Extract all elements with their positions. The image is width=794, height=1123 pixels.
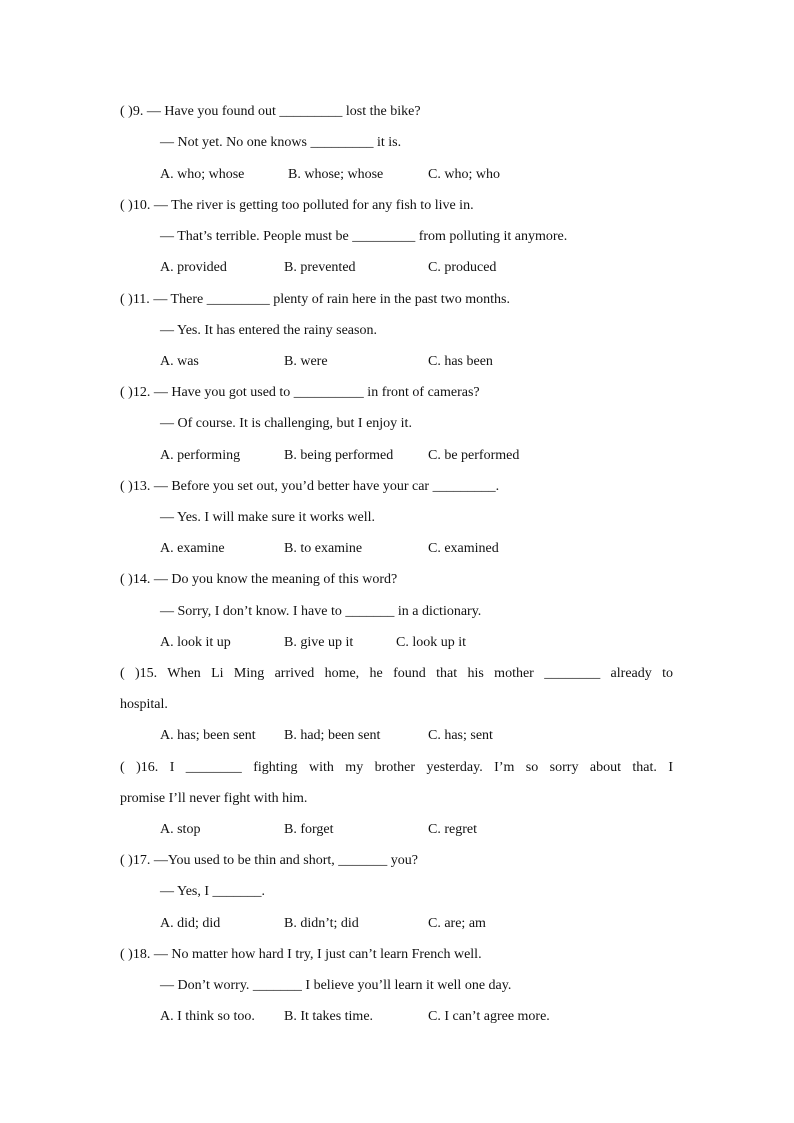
question-9-options <box>160 166 500 184</box>
question-10-reply: — That’s terrible. People must be _________ from polluting it anymore. <box>160 229 568 244</box>
question-11-options <box>160 353 493 371</box>
question-text: — The river is getting too polluted for any fish to live in. <box>153 198 474 213</box>
option-c: C. be performed <box>428 448 520 463</box>
question-18 <box>120 946 482 964</box>
option-b: B. were <box>284 354 328 369</box>
option-c: C. who; who <box>428 167 500 182</box>
question-text: When Li Ming arrived home, he found that his mother ________ already to <box>167 666 673 681</box>
question-15-continued: hospital. <box>120 697 168 712</box>
answer-blank[interactable]: ( )15. <box>120 666 158 681</box>
question-12-options <box>160 447 519 465</box>
answer-blank[interactable]: ( )12. <box>120 385 151 400</box>
option-a: A. I think so too. <box>160 1009 255 1024</box>
option-b: B. to examine <box>284 541 363 556</box>
question-13-options <box>160 540 499 558</box>
question-10 <box>120 197 474 215</box>
answer-blank[interactable]: ( )9. <box>120 104 144 119</box>
option-b: B. It takes time. <box>284 1009 374 1024</box>
question-text: —You used to be thin and short, _______ you? <box>153 853 419 868</box>
question-16 <box>120 759 673 777</box>
option-a: A. performing <box>160 448 241 463</box>
option-b: B. being performed <box>284 448 394 463</box>
option-a: A. provided <box>160 260 227 275</box>
option-b: B. didn’t; did <box>284 916 359 931</box>
option-b: B. give up it <box>284 635 354 650</box>
option-c: C. are; am <box>428 916 486 931</box>
option-c: C. produced <box>428 260 497 275</box>
option-a: A. did; did <box>160 916 221 931</box>
option-a: A. was <box>160 354 199 369</box>
question-11-reply: — Yes. It has entered the rainy season. <box>160 323 377 338</box>
question-text: — Do you know the meaning of this word? <box>153 572 398 587</box>
option-a: A. who; whose <box>160 167 245 182</box>
question-text: — There _________ plenty of rain here in the past two months. <box>153 292 510 307</box>
answer-blank[interactable]: ( )10. <box>120 198 151 213</box>
option-c: C. I can’t agree more. <box>428 1009 550 1024</box>
question-14-options <box>160 634 466 652</box>
question-16-continued: promise I’ll never fight with him. <box>120 791 308 806</box>
option-a: A. has; been sent <box>160 728 256 743</box>
question-16-options <box>160 821 477 839</box>
question-14 <box>120 571 397 589</box>
option-c: C. regret <box>428 822 477 837</box>
question-18-reply: — Don’t worry. _______ I believe you’ll learn it well one day. <box>160 978 512 993</box>
answer-blank[interactable]: ( )18. <box>120 947 151 962</box>
option-b: B. had; been sent <box>284 728 381 743</box>
option-b: B. forget <box>284 822 334 837</box>
option-c: C. has; sent <box>428 728 493 743</box>
question-17 <box>120 852 418 870</box>
answer-blank[interactable]: ( )17. <box>120 853 151 868</box>
answer-blank[interactable]: ( )14. <box>120 572 151 587</box>
option-c: C. has been <box>428 354 493 369</box>
answer-blank[interactable]: ( )16. <box>120 760 159 775</box>
question-17-options <box>160 915 486 933</box>
question-13-reply: — Yes. I will make sure it works well. <box>160 510 376 525</box>
option-c: C. examined <box>428 541 499 556</box>
option-b: B. prevented <box>284 260 356 275</box>
question-13 <box>120 478 499 496</box>
question-15-options <box>160 727 493 745</box>
question-9 <box>120 103 421 121</box>
option-a: A. examine <box>160 541 225 556</box>
option-c: C. look up it <box>396 635 467 650</box>
question-15 <box>120 665 673 683</box>
answer-blank[interactable]: ( )11. <box>120 292 150 307</box>
question-11 <box>120 291 510 309</box>
question-text: — Before you set out, you’d better have your car _________. <box>153 479 500 494</box>
question-14-reply: — Sorry, I don’t know. I have to _______ in a dictionary. <box>160 604 482 619</box>
option-a: A. look it up <box>160 635 231 650</box>
question-text: — Have you got used to __________ in front of cameras? <box>153 385 480 400</box>
question-9-reply: — Not yet. No one knows _________ it is. <box>160 135 402 150</box>
question-18-options <box>160 1008 550 1026</box>
question-10-options <box>160 259 496 277</box>
question-12-reply: — Of course. It is challenging, but I enjoy it. <box>160 416 412 431</box>
question-text: I ________ fighting with my brother yesterday. I’m so sorry about that. I <box>169 760 673 775</box>
option-b: B. whose; whose <box>288 167 384 182</box>
answer-blank[interactable]: ( )13. <box>120 479 151 494</box>
question-17-reply: — Yes, I _______. <box>160 884 266 899</box>
question-12 <box>120 384 480 402</box>
option-a: A. stop <box>160 822 201 837</box>
question-text: — No matter how hard I try, I just can’t learn French well. <box>153 947 482 962</box>
question-text: — Have you found out _________ lost the bike? <box>146 104 421 119</box>
